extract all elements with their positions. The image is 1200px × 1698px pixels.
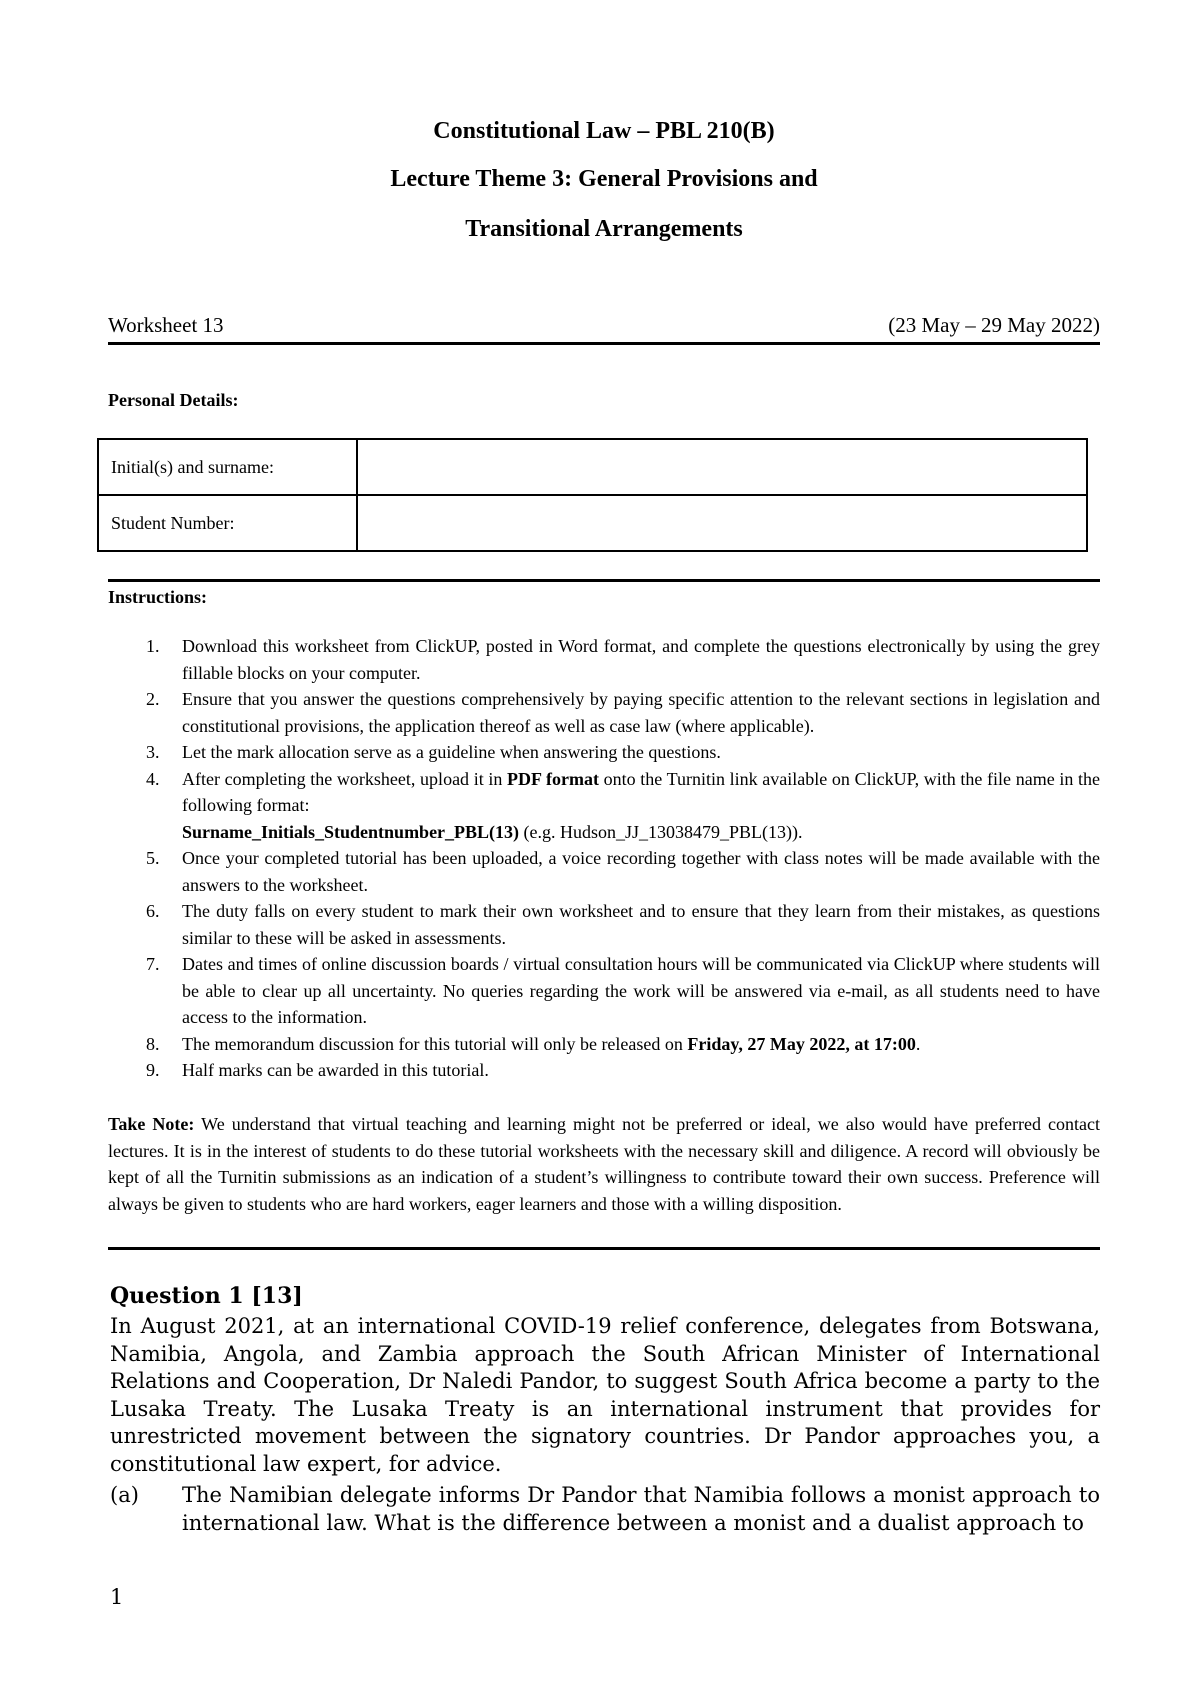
divider-rule bbox=[108, 579, 1100, 582]
item-text: Ensure that you answer the questions comprehensively by paying specific attention to the relevant sections in legislation and constitutional provisions, the application thereof as well as case law (where applicable). bbox=[182, 689, 1100, 736]
question-1-body: In August 2021, at an international COVID-19 relief conference, delegates from Botswana, Namibia, Angola, and Zambia approach the South African Minister of International Relations and Cooperation, Dr Naledi Pandor, to suggest South Africa become a party to the Lusaka Treaty. The Lusaka Treaty is an international instrument that provides for unrestricted movement between the signatory countries. Dr Pandor approaches you, a constitutional law expert, for advice. bbox=[110, 1314, 1100, 1476]
list-item bbox=[108, 898, 1100, 951]
filename-format: Surname_Initials_Studentnumber_PBL(13) bbox=[182, 821, 520, 842]
item-text: Dates and times of online discussion boards / virtual consultation hours will be communicated via ClickUP where students will be able to clear up all uncertainty. No queries regarding the work will be answered via e-mail, as all students need to have access to the information. bbox=[182, 954, 1100, 1027]
item-number: 8. bbox=[146, 1033, 160, 1054]
list-item bbox=[108, 1057, 1100, 1084]
take-note-text: We understand that virtual teaching and learning might not be preferred or ideal, we also would have preferred contact lectures. It is in the interest of students to do these tutorial worksheets with the necessary skill and diligence. A record will obviously be kept of all the Turnitin submissions as an indication of a student’s willingness to contribute toward their own success. Preference will always be given to students who are hard workers, eager learners and those with a willing disposition. bbox=[108, 1114, 1100, 1214]
table-row bbox=[98, 439, 1087, 495]
list-item bbox=[108, 845, 1100, 898]
divider-rule bbox=[108, 1247, 1100, 1250]
item-bold-text: PDF format bbox=[507, 768, 599, 789]
part-a-text: The Namibian delegate informs Dr Pandor that Namibia follows a monist approach to international law. What is the difference between a monist and a dualist approach to bbox=[182, 1483, 1100, 1535]
lecture-theme-line-1: Lecture Theme 3: General Provisions and bbox=[390, 166, 818, 192]
item-text: The duty falls on every student to mark their own worksheet and to ensure that they learn from their mistakes, as questions similar to these will be asked in assessments. bbox=[182, 901, 1100, 948]
item-text: Download this worksheet from ClickUP, posted in Word format, and complete the questions electronically by using the grey fillable blocks on your computer. bbox=[182, 636, 1100, 683]
take-note-label: Take Note: bbox=[108, 1114, 195, 1134]
item-bold-text: Friday, 27 May 2022, at 17:00 bbox=[687, 1033, 916, 1054]
question-1-title: Question 1 [13] bbox=[110, 1283, 303, 1309]
item-text: Half marks can be awarded in this tutorial. bbox=[182, 1060, 489, 1080]
personal-details-heading: Personal Details: bbox=[108, 390, 239, 410]
item-text: After completing the worksheet, upload it in bbox=[182, 768, 508, 789]
student-number-label: Student Number: bbox=[98, 495, 357, 551]
item-text: Once your completed tutorial has been uploaded, a voice recording together with class notes will be made available with the answers to the worksheet. bbox=[182, 848, 1100, 895]
list-item bbox=[108, 686, 1100, 739]
item-number: 1. bbox=[146, 636, 160, 656]
initials-surname-field[interactable] bbox=[357, 439, 1087, 495]
item-text: . bbox=[915, 1033, 921, 1054]
item-number: 5. bbox=[146, 848, 160, 868]
item-number: 3. bbox=[146, 742, 160, 762]
worksheet-label: Worksheet 13 bbox=[108, 313, 224, 337]
lecture-theme-line-2: Transitional Arrangements bbox=[465, 216, 743, 242]
take-note-paragraph bbox=[108, 1111, 1100, 1217]
item-text: onto the Turnitin link available on ClickUP, with the file name in the following format: bbox=[182, 768, 1100, 815]
list-item bbox=[108, 766, 1100, 846]
item-number: 4. bbox=[146, 768, 160, 789]
instructions-heading: Instructions: bbox=[108, 587, 208, 607]
worksheet-dates: (23 May – 29 May 2022) bbox=[888, 313, 1100, 337]
personal-details-table bbox=[97, 438, 1088, 552]
item-text: Let the mark allocation serve as a guideline when answering the questions. bbox=[182, 742, 721, 762]
student-number-field[interactable] bbox=[357, 495, 1087, 551]
item-text: The memorandum discussion for this tutorial will only be released on bbox=[182, 1033, 688, 1054]
item-number: 2. bbox=[146, 689, 160, 709]
part-a-label: (a) bbox=[110, 1483, 139, 1507]
item-number: 9. bbox=[146, 1060, 160, 1080]
instructions-list bbox=[108, 633, 1100, 1084]
list-item bbox=[108, 633, 1100, 686]
document-title: Constitutional Law – PBL 210(B) bbox=[433, 118, 775, 144]
list-item bbox=[108, 951, 1100, 1031]
page-number: 1 bbox=[110, 1585, 124, 1609]
table-row bbox=[98, 495, 1087, 551]
divider-rule bbox=[108, 342, 1100, 345]
filename-example: (e.g. Hudson_JJ_13038479_PBL(13)). bbox=[519, 821, 803, 842]
list-item bbox=[108, 1031, 1100, 1058]
list-item bbox=[108, 739, 1100, 766]
initials-surname-label: Initial(s) and surname: bbox=[98, 439, 357, 495]
item-number: 7. bbox=[146, 954, 160, 974]
worksheet-row bbox=[108, 313, 1100, 341]
item-number: 6. bbox=[146, 901, 160, 921]
